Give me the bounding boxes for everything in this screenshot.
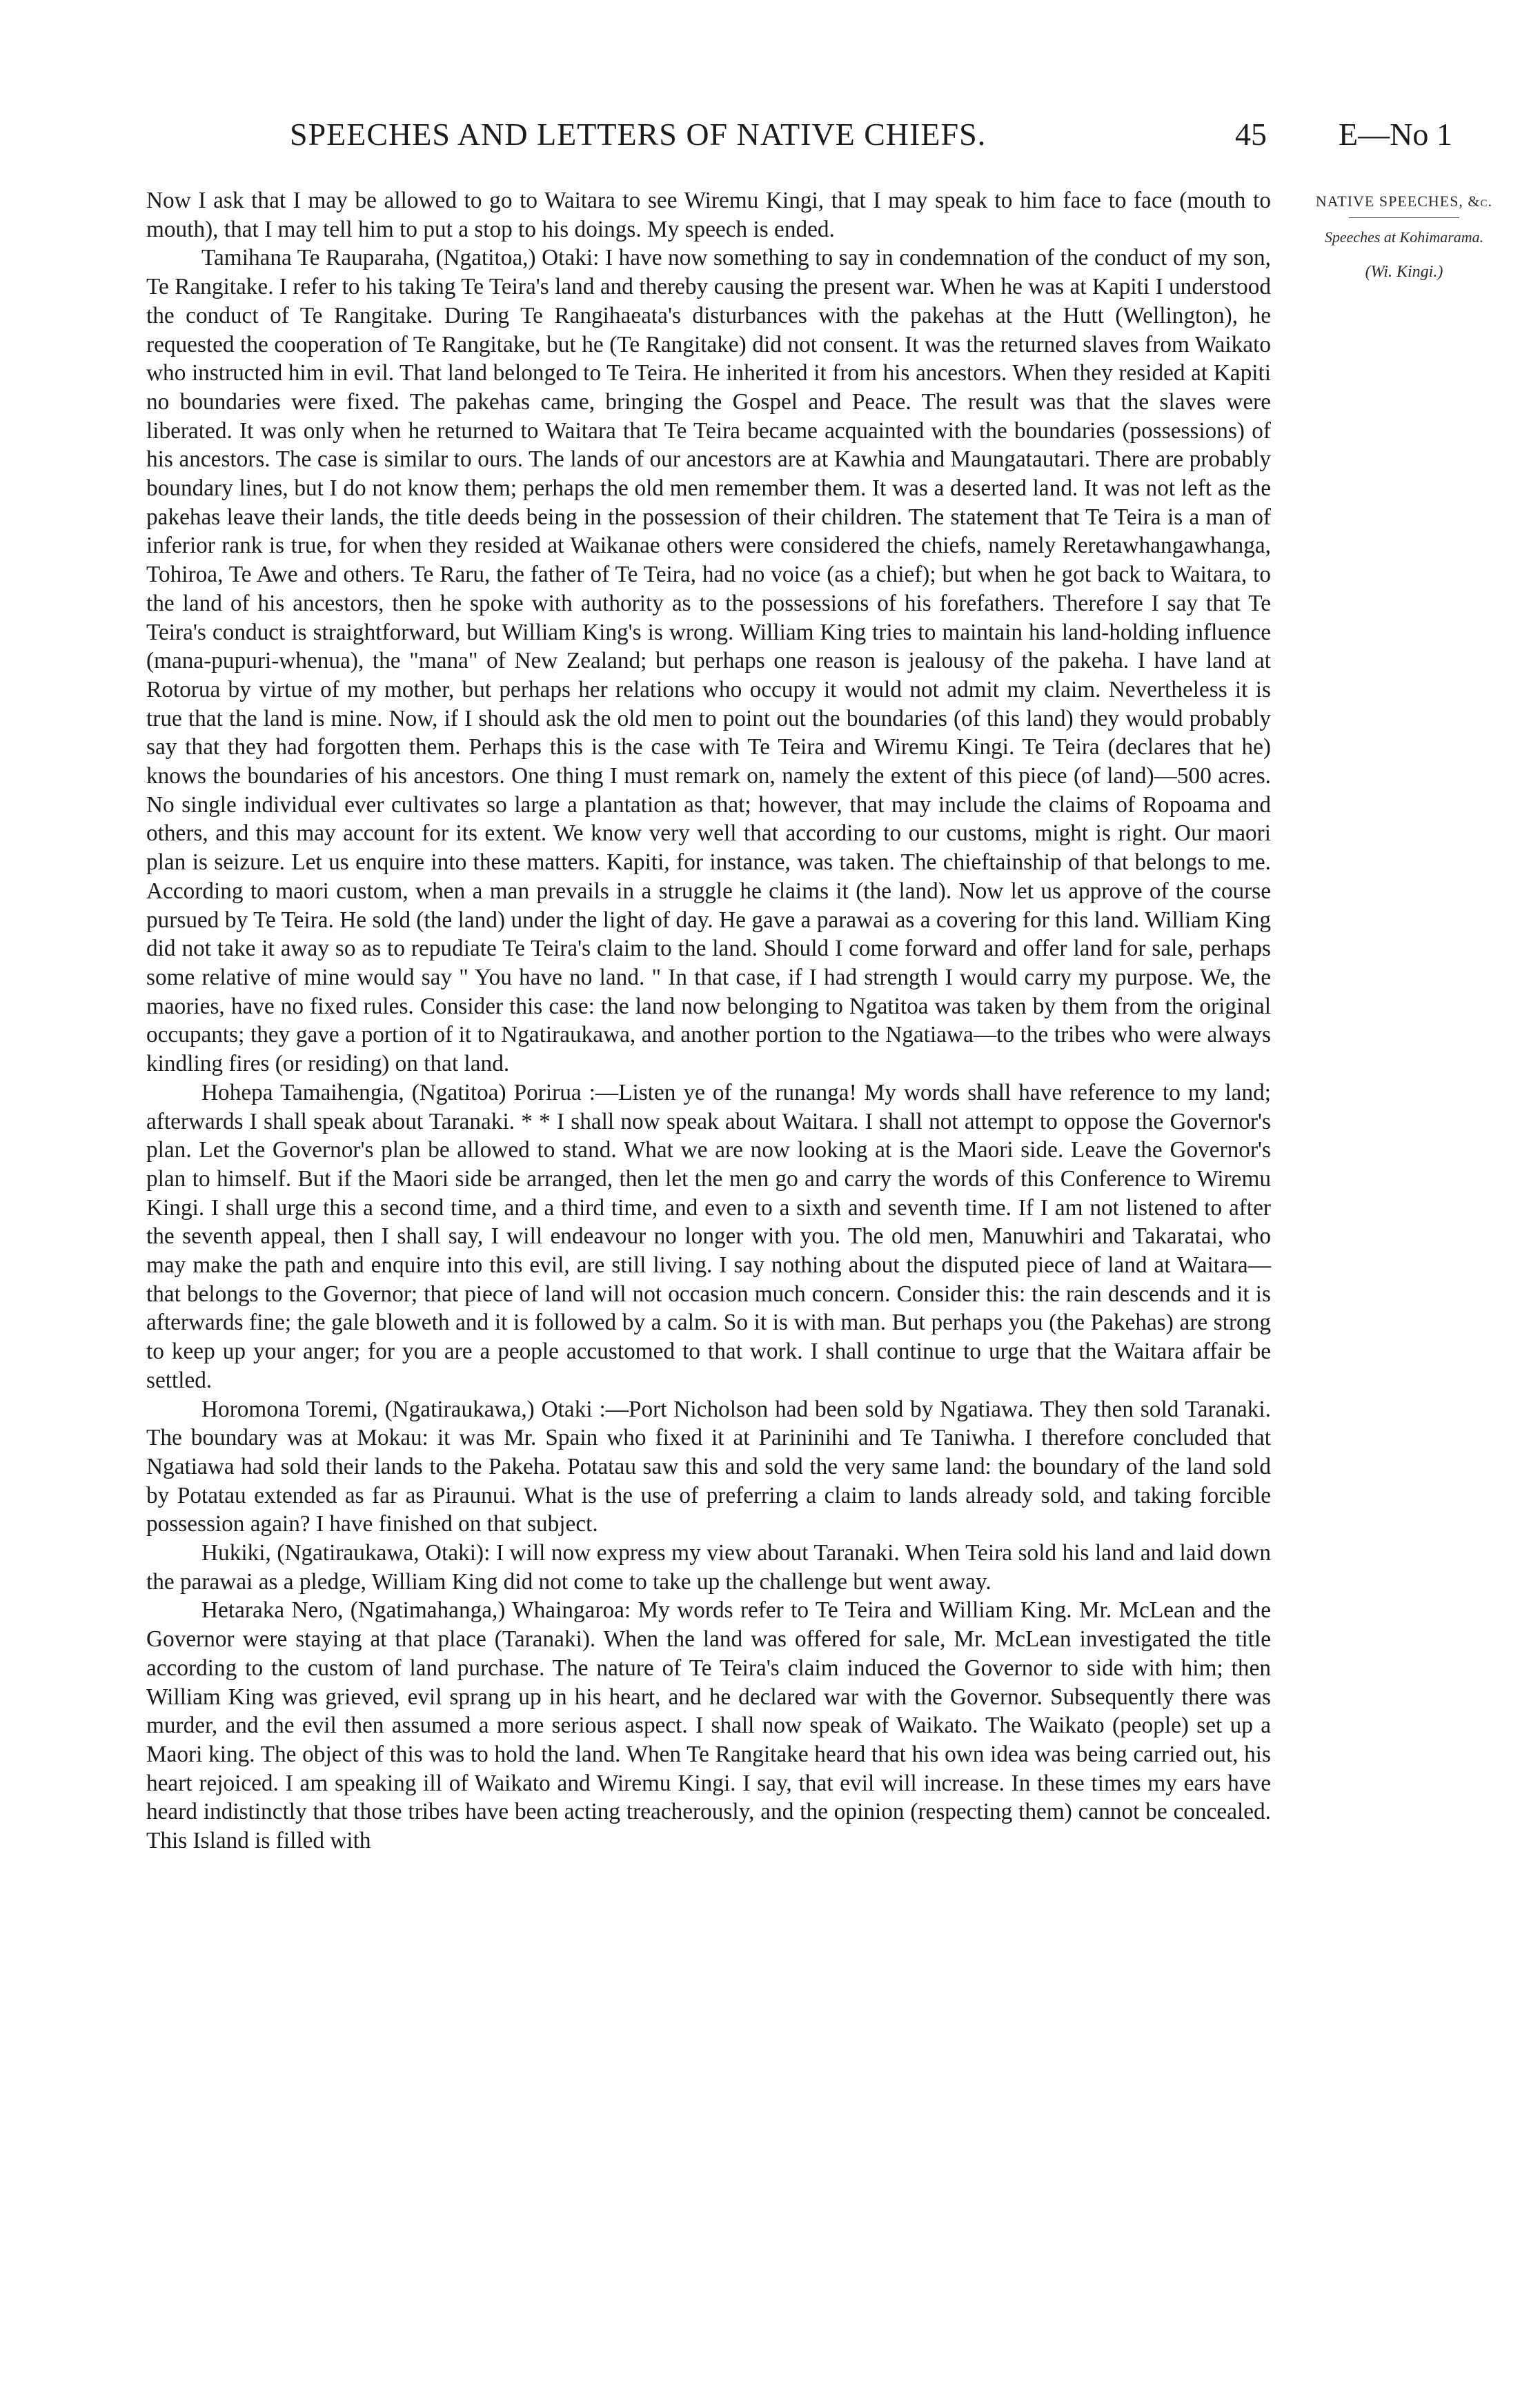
- paragraph: Horomona Toremi, (Ngatiraukawa,) Otaki :—Port Nicholson had been sold by Ngatiawa. They then sold Taranaki. The boundary was at Mokau: it was Mr. Spain who fixed it at Parininihi and Te Taniwha. I therefore concluded that Ngatiawa had sold their lands to the Pakeha. Potatau saw this and sold the very same land: the boundary of the land sold by Potatau extended as far as Piraunui. What is the use of preferring a claim to lands already sold, and taking forcible possession again? I have finished on that subject.: [146, 1396, 1271, 1537]
- margin-notes: [1290, 192, 1518, 282]
- document-reference: E—No 1: [1339, 117, 1452, 152]
- page-header: [276, 116, 1511, 164]
- paragraph: Hetaraka Nero, (Ngatimahanga,) Whaingaroa: My words refer to Te Teira and William King. Mr. McLean and the Governor were staying at that place (Taranaki). When the land was offered for sale, Mr. McLean investigated the title according to the custom of land purchase. The nature of Te Teira's claim induced the Governor to side with him; then William King was grieved, evil sprang up in his heart, and he declared war with the Governor. Subsequently there was murder, and the evil then assumed a more serious aspect. I shall now speak of Waikato. The Waikato (people) set up a Maori king. The object of this was to hold the land. When Te Rangitake heard that his own idea was being carried out, his heart rejoiced. I am speaking ill of Waikato and Wiremu Kingi. I say, that evil will increase. In these times my ears have heard indistinctly that those tribes have been acting treacherously, and the opinion (respecting them) cannot be concealed. This Island is filled with: [146, 1597, 1271, 1854]
- paragraph: Now I ask that I may be allowed to go to Waitara to see Wiremu Kingi, that I may speak to him face to face (mouth to mouth), that I may tell him to put a stop to his doings. My speech is ended.: [146, 188, 1271, 242]
- paragraph: Tamihana Te Rauparaha, (Ngatitoa,) Otaki: I have now something to say in condemnation of the conduct of my son, Te Rangitake. I refer to his taking Te Teira's land and thereby causing the present war. When he was at Kapiti I understood the conduct of Te Rangitake. During Te Rangihaeata's disturbances with the pakehas at the Hutt (Wellington), he requested the cooperation of Te Rangitake, but he (Te Rangitake) did not consent. It was the returned slaves from Waikato who instructed him in evil. That land belonged to Te Teira. He inherited it from his ancestors. When they resided at Kapiti no boundaries were fixed. The pakehas came, bringing the Gospel and Peace. The result was that the slaves were liberated. It was only when he returned to Waitara that Te Teira became acquainted with the boundaries (possessions) of his ancestors. The case is similar to ours. The lands of our ancestors are at Kawhia and Maungatautari. There are probably boundary lines, but I do not know them; perhaps the old men remember them. It was a deserted land. It was not left as the pakehas leave their lands, the title deeds being in the possession of their children. The statement that Te Teira is a man of inferior rank is true, for when they resided at Waikanae others were considered the chiefs, namely Reretawhangawhanga, Tohiroa, Te Awe and others. Te Raru, the father of Te Teira, had no voice (as a chief); but when he got back to Waitara, to the land of his ancestors, then he spoke with authority as to the possessions of his forefathers. Therefore I say that Te Teira's conduct is straightforward, but William King's is wrong. William King tries to maintain his land-holding influence (mana-pupuri-whenua), the "mana" of New Zealand; but perhaps one reason is jealousy of the pakeha. I have land at Rotorua by virtue of my mother, but perhaps her relations who occupy it would not admit my claim. Nevertheless it is true that the land is mine. Now, if I should ask the old men to point out the boundaries (of this land) they would probably say that they had forgotten them. Perhaps this is the case with Te Teira and Wiremu Kingi. Te Teira (declares that he) knows the boundaries of his ancestors. One thing I must remark on, namely the extent of this piece (of land)—500 acres. No single individual ever cultivates so large a plantation as that; however, that may include the claims of Ropoama and others, and this may account for its extent. We know very well that according to our customs, might is right. Our maori plan is seizure. Let us enquire into these matters. Kapiti, for instance, was taken. The chieftainship of that belongs to me. According to maori custom, when a man prevails in a struggle he claims it (the land). Now let us approve of the course pursued by Te Teira. He sold (the land) under the light of day. He gave a parawai as a covering for this land. William King did not take it away so as to repudiate Te Teira's claim to the land. Should I come forward and offer land for sale, perhaps some relative of mine would say " You have no land. " In that case, if I had strength I would carry my purpose. We, the maories, have no fixed rules. Consider this case: the land now belonging to Ngatitoa was taken by them from the original occupants; they gave a portion of it to Ngatiraukawa, and another portion to the Ngatiawa—to the tribes who were always kindling fires (or residing) on that land.: [146, 245, 1271, 1077]
- margin-chief-label: (Wi. Kingi.): [1365, 263, 1443, 281]
- paragraph: Hohepa Tamaihengia, (Ngatitoa) Porirua :—Listen ye of the runanga! My words shall have reference to my land; afterwards I shall speak about Taranaki. * * I shall now speak about Waitara. I shall not attempt to oppose the Governor's plan. Let the Governor's plan be allowed to stand. What we are now looking at is the Maori side. Leave the Governor's plan to himself. But if the Maori side be arranged, then let the men go and carry the words of this Conference to Wiremu Kingi. I shall urge this a second time, and a third time, and even to a sixth and seventh time. If I am not listened to after the seventh appeal, then I shall say, I will endeavour no longer with you. The old men, Manuwhiri and Takaratai, who may make the path and enquire into this evil, are still living. I say nothing about the disputed piece of land at Waitara—that belongs to the Governor; that piece of land will not occasion much concern. Consider this: the rain descends and it is afterwards fine; the gale bloweth and it is followed by a calm. So it is with man. But perhaps you (the Pakehas) are strong to keep up your anger; for you are a people accustomed to that work. I shall continue to urge that the Waitara affair be settled.: [146, 1079, 1271, 1393]
- margin-location-label: Speeches at Kohimarama.: [1324, 228, 1484, 246]
- paragraph: Hukiki, (Ngatiraukawa, Otaki): I will now express my view about Taranaki. When Teira sold his land and laid down the parawai as a pledge, William King did not come to take up the challenge but went away.: [146, 1540, 1271, 1595]
- margin-divider: [1349, 217, 1459, 218]
- running-title: SPEECHES AND LETTERS OF NATIVE CHIEFS.: [290, 117, 987, 152]
- margin-section-label: NATIVE SPEECHES, &c.: [1315, 193, 1493, 210]
- page-number: 45: [1235, 117, 1267, 152]
- body-text: [146, 186, 1271, 1855]
